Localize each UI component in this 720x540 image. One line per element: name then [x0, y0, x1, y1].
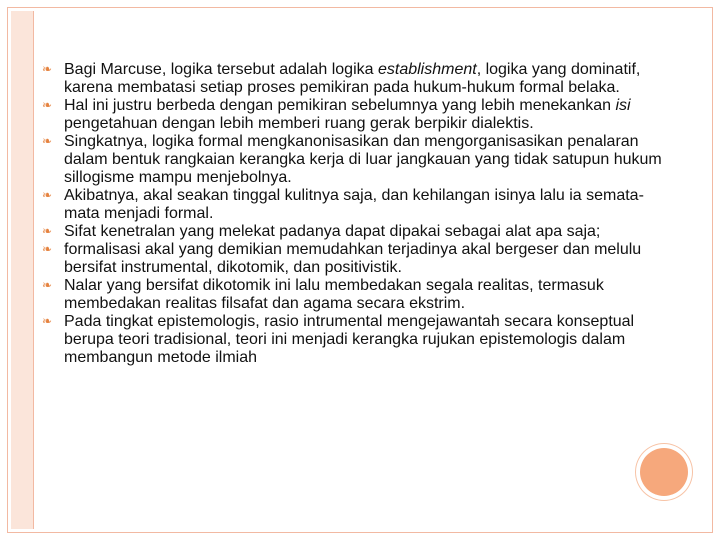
decorative-circle	[640, 448, 688, 496]
bullet-text: formalisasi akal yang demikian memudahkan terjadinya akal bergeser dan melulu bersifat instrumental, dikotomik, dan positivistik.	[64, 241, 642, 276]
bullet-item	[42, 241, 672, 277]
bullet-item	[42, 133, 672, 187]
bullet-list	[42, 61, 672, 367]
bullet-item	[42, 187, 672, 223]
slide-content	[42, 61, 672, 367]
bullet-text: pengetahuan dengan lebih memberi ruang gerak berpikir dialektis.	[64, 115, 534, 132]
bullet-item	[42, 277, 672, 313]
bullet-text: , logika yang dominatif, karena membatasi setiap proses pemikiran pada hukum-hukum formal belaka.	[64, 61, 641, 96]
bullet-item	[42, 61, 672, 97]
leaf-bullet-icon: ❧	[42, 98, 53, 112]
bullet-item	[42, 223, 672, 241]
leaf-bullet-icon: ❧	[42, 278, 53, 292]
left-decorative-band	[11, 11, 33, 529]
bullet-text: Pada tingkat epistemologis, rasio intrumental mengejawantah secara konseptual berupa teori tradisional, teori ini menjadi kerangka rujukan epistemologis dalam membangun metode ilmiah	[64, 313, 635, 366]
leaf-bullet-icon: ❧	[42, 314, 53, 328]
left-decorative-line	[33, 11, 34, 529]
leaf-bullet-icon: ❧	[42, 188, 53, 202]
leaf-bullet-icon: ❧	[42, 224, 53, 238]
bullet-text: Sifat kenetralan yang melekat padanya dapat dipakai sebagai alat apa saja;	[64, 223, 601, 240]
bullet-item	[42, 313, 672, 367]
bullet-text: Singkatnya, logika formal mengkanonisasikan dan mengorganisasikan penalaran dalam bentuk rangkaian kerangka kerja di luar jangkauan yang tidak satupun hukum sillogisme mampu menjebolnya.	[64, 133, 662, 186]
bullet-item	[42, 97, 672, 133]
bullet-text: Bagi Marcuse, logika tersebut adalah logika	[64, 61, 378, 78]
leaf-bullet-icon: ❧	[42, 242, 53, 256]
leaf-bullet-icon: ❧	[42, 62, 53, 76]
bullet-emphasis: establishment	[377, 61, 477, 78]
bullet-text: Hal ini justru berbeda dengan pemikiran sebelumnya yang lebih menekankan	[64, 97, 616, 114]
bullet-text: Akibatnya, akal seakan tinggal kulitnya saja, dan kehilangan isinya lalu ia semata-mata menjadi formal.	[64, 187, 644, 222]
bullet-text: Nalar yang bersifat dikotomik ini lalu membedakan segala realitas, termasuk membedakan realitas filsafat dan agama secara ekstrim.	[64, 277, 604, 312]
bullet-emphasis: isi	[615, 97, 631, 114]
leaf-bullet-icon: ❧	[42, 134, 53, 148]
